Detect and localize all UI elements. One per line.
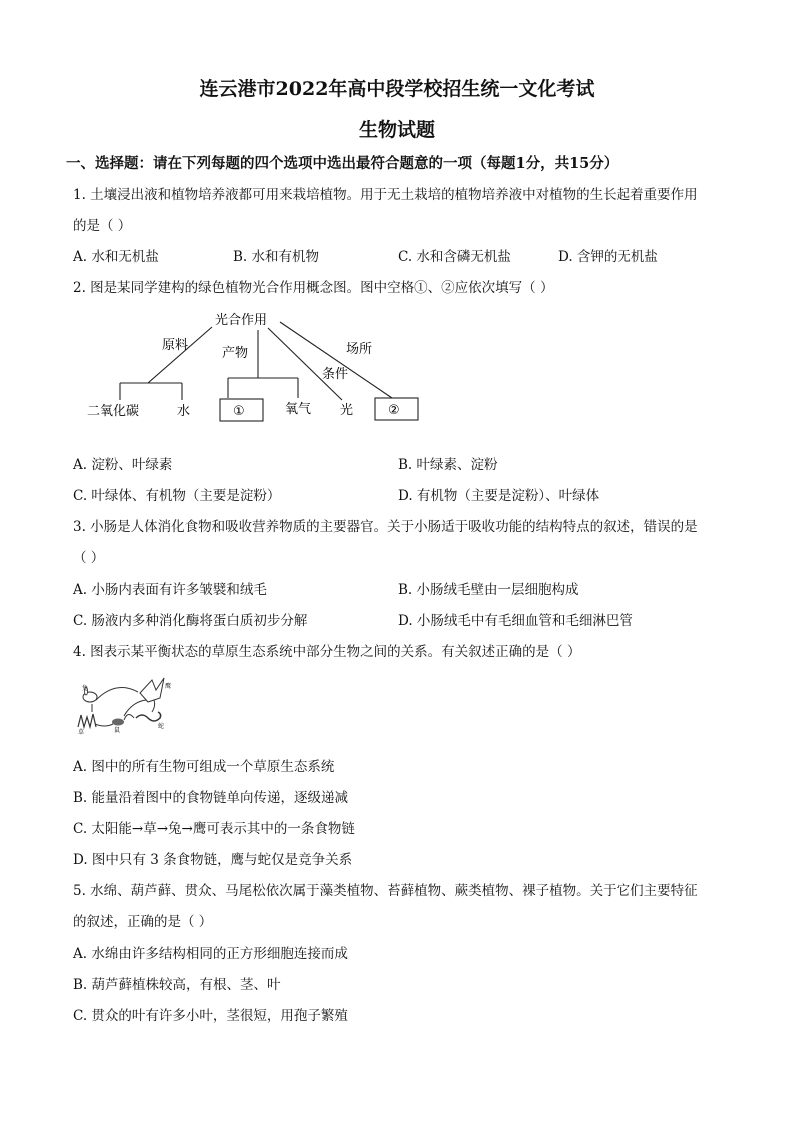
exam-title: 连云港市2022年高中段学校招生统一文化考试: [199, 78, 595, 100]
food-web-illustration: [78, 678, 171, 736]
map-box1-label: ①: [233, 404, 245, 419]
q4-option-d: D. 图中只有 3 条食物链，鹰与蛇仅是竞争关系: [73, 852, 353, 868]
q2-stem-line1: 2. 图是某同学建构的绿色植物光合作用概念图。图中空格①、②应依次填写（ ）: [73, 280, 554, 296]
section-heading: 一、选择题：请在下列每题的四个选项中选出最符合题意的一项（每题1分，共15分）: [66, 155, 619, 172]
map-branch-raw: 原料: [162, 338, 189, 353]
q3-option-c: C. 肠液内多种消化酶将蛋白质初步分解: [73, 613, 308, 629]
q2-option-c: C. 叶绿体、有机物（主要是淀粉）: [73, 488, 281, 504]
map-box2-label: ②: [388, 403, 400, 418]
q3-stem-line2: （ ）: [73, 550, 105, 566]
map-leaf-water: 水: [177, 404, 191, 419]
q1-option-c: C. 水和含磷无机盐: [398, 249, 511, 265]
q1-option-d: D. 含钾的无机盐: [558, 249, 658, 265]
q5-option-c: C. 贯众的叶有许多小叶，茎很短，用孢子繁殖: [73, 1008, 348, 1024]
mouse-icon: [112, 719, 124, 726]
q3-stem-line1: 3. 小肠是人体消化食物和吸收营养物质的主要器官。关于小肠适于吸收功能的结构特点的叙述，错误的是: [73, 519, 698, 535]
map-leaf-light: 光: [340, 403, 354, 418]
grass-icon: [78, 714, 96, 727]
map-branch-place: 场所: [346, 342, 373, 357]
exam-subtitle: 生物试题: [358, 119, 435, 141]
fw-eagle-label: 鹰: [165, 683, 172, 690]
q5-option-b: B. 葫芦藓植株较高，有根、茎、叶: [73, 977, 281, 993]
fw-grass-label: 草: [78, 729, 85, 736]
arrow-grass-mouse: [95, 724, 113, 726]
snake-icon: [136, 712, 161, 721]
fw-rabbit-label: 兔: [82, 685, 89, 692]
q5-option-a: A. 水绵由许多结构相同的正方形细胞连接而成: [73, 946, 348, 962]
map-root: 光合作用: [215, 313, 268, 328]
fw-snake-label: 蛇: [158, 723, 165, 730]
q3-option-a: A. 小肠内表面有许多皱襞和绒毛: [73, 582, 267, 598]
arrow-mouse-eagle: [124, 700, 146, 716]
q2-option-a: A. 淀粉、叶绿素: [73, 457, 173, 473]
q3-option-d: D. 小肠绒毛中有毛细血管和毛细淋巴管: [398, 613, 633, 629]
q5-stem-line1: 5. 水绵、葫芦藓、贯众、马尾松依次属于藻类植物、苔藓植物、蕨类植物、裸子植物。关于它们主要特征: [73, 883, 698, 899]
q1-option-b: B. 水和有机物: [233, 249, 320, 265]
map-leaf-oxygen: 氧气: [285, 402, 312, 417]
q1-option-a: A. 水和无机盐: [73, 249, 159, 265]
map-line-raw: [148, 327, 212, 383]
map-branch-product: 产物: [222, 346, 249, 361]
q3-option-b: B. 小肠绒毛壁由一层细胞构成: [398, 582, 579, 598]
q2-option-d: D. 有机物（主要是淀粉）、叶绿体: [398, 488, 600, 504]
arrow-mouse-snake: [124, 714, 134, 720]
map-branch-condition: 条件: [322, 367, 349, 382]
q4-option-a: A. 图中的所有生物可组成一个草原生态系统: [73, 759, 335, 775]
arrow-rabbit-eagle: [96, 688, 138, 701]
q4-option-b: B. 能量沿着图中的食物链单向传递，逐级递减: [73, 790, 349, 806]
q2-option-b: B. 叶绿素、淀粉: [398, 457, 498, 473]
eagle-icon: [140, 678, 164, 702]
q1-stem-line1: 1. 土壤浸出液和植物培养液都可用来栽培植物。用于无土栽培的植物培养液中对植物的生长起着重要作用: [73, 187, 698, 203]
q5-stem-line2: 的叙述，正确的是（ ）: [73, 914, 213, 930]
fw-mouse-label: 鼠: [114, 727, 121, 734]
q1-stem-line2: 的是（ ）: [73, 218, 132, 234]
q4-option-c: C. 太阳能→草→兔→鹰可表示其中的一条食物链: [73, 821, 355, 837]
arrow-snake-eagle: [152, 700, 155, 712]
map-line-place: [280, 322, 392, 398]
q4-stem-line1: 4. 图表示某平衡状态的草原生态系统中部分生物之间的关系。有关叙述正确的是（ ）: [73, 644, 581, 660]
map-leaf-co2: 二氧化碳: [87, 404, 140, 419]
